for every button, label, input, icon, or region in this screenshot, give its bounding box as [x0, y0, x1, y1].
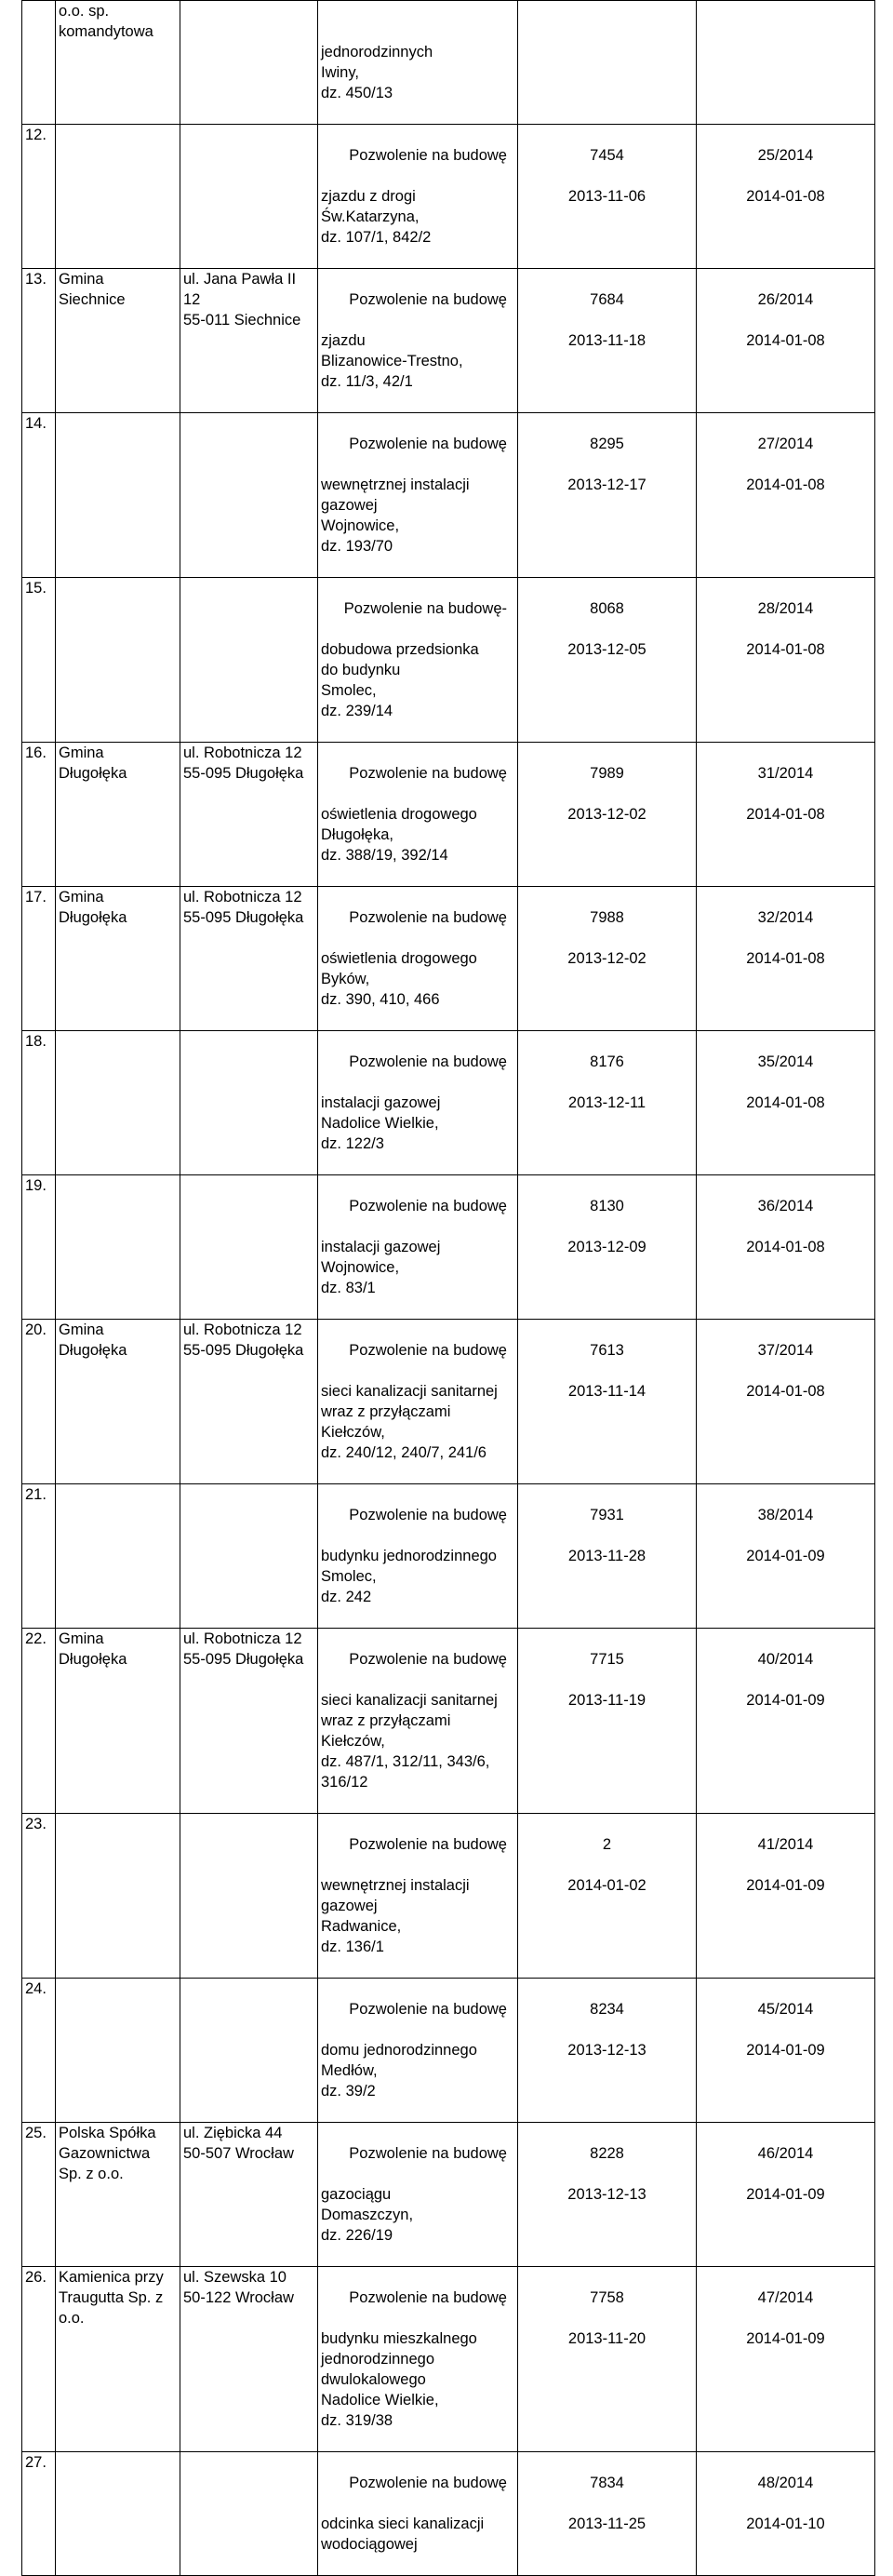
permit-type: Pozwolenie na budowę: [349, 2289, 507, 2306]
decision-date: 2014-01-08: [746, 332, 825, 349]
decision-info: [697, 2267, 875, 2452]
investor-address: [180, 1175, 318, 1320]
investor-name: Gmina Długołęka: [56, 1320, 180, 1484]
permit-type: Pozwolenie na budowę: [349, 147, 507, 164]
investor-name: Gmina Długołęka: [56, 887, 180, 1031]
application-info: [518, 1814, 697, 1979]
application-number: 7758: [590, 2289, 624, 2306]
application-date: 2013-11-18: [567, 332, 646, 349]
decision-info: [697, 125, 875, 269]
investor-address: ul. Ziębicka 44 50-507 Wrocław: [180, 2123, 318, 2267]
decision-number: 47/2014: [757, 2289, 814, 2306]
decision-date: 2014-01-08: [746, 188, 825, 205]
investor-name: Polska Spółka Gazownictwa Sp. z o.o.: [56, 2123, 180, 2267]
row-number: 17.: [22, 887, 56, 1031]
permit-details: oświetlenia drogowego Byków, dz. 390, 410, 466: [321, 950, 477, 1008]
investor-name: [56, 578, 180, 743]
permit-description: [318, 1629, 518, 1814]
decision-info: [697, 578, 875, 743]
permit-description: [318, 2267, 518, 2452]
row-number: 14.: [22, 413, 56, 578]
permit-description: [318, 1814, 518, 1979]
investor-address: ul. Jana Pawła II 12 55-011 Siechnice: [180, 269, 318, 413]
permit-details: instalacji gazowej Nadolice Wielkie, dz. 122/3: [321, 1094, 441, 1152]
application-date: 2013-12-09: [567, 1239, 646, 1255]
row-number: 13.: [22, 269, 56, 413]
permit-details: sieci kanalizacji sanitarnej wraz z przyłączami Kiełczów, dz. 487/1, 312/11, 343/6, 316/12: [321, 1692, 498, 1791]
row-number: 22.: [22, 1629, 56, 1814]
decision-date: 2014-01-08: [746, 641, 825, 658]
decision-info: [697, 887, 875, 1031]
permit-type: Pozwolenie na budowę: [349, 1198, 507, 1214]
permit-description: [318, 1031, 518, 1175]
application-info: [518, 269, 697, 413]
decision-info: [697, 2123, 875, 2267]
permit-details: sieci kanalizacji sanitarnej wraz z przyłączami Kiełczów, dz. 240/12, 240/7, 241/6: [321, 1383, 498, 1461]
row-number: 19.: [22, 1175, 56, 1320]
decision-info: [697, 1629, 875, 1814]
decision-number: 46/2014: [757, 2145, 814, 2162]
permit-description: [318, 1979, 518, 2123]
permit-details: wewnętrznej instalacji gazowej Radwanice, dz. 136/1: [321, 1877, 470, 1955]
permit-type: Pozwolenie na budowę: [349, 1836, 507, 1853]
investor-name: [56, 2452, 180, 2576]
permit-details: instalacji gazowej Wojnowice, dz. 83/1: [321, 1239, 441, 1296]
application-date: 2013-12-02: [567, 950, 646, 967]
application-number: 7989: [590, 765, 624, 782]
application-date: 2013-12-05: [567, 641, 646, 658]
permit-description: [318, 887, 518, 1031]
investor-name: [56, 1979, 180, 2123]
investor-address: [180, 2452, 318, 2576]
decision-date: 2014-01-09: [746, 2330, 825, 2347]
investor-address: [180, 1031, 318, 1175]
decision-number: 48/2014: [757, 2475, 814, 2491]
decision-number: 32/2014: [757, 909, 814, 926]
application-number: 7454: [590, 147, 624, 164]
application-number: 8228: [590, 2145, 624, 2162]
investor-address: [180, 413, 318, 578]
permit-description: [318, 2123, 518, 2267]
table-row: [22, 2452, 875, 2576]
decision-info: [697, 269, 875, 413]
decision-number: 27/2014: [757, 436, 814, 452]
row-number: 24.: [22, 1979, 56, 2123]
investor-name: [56, 413, 180, 578]
application-date: 2013-12-02: [567, 806, 646, 823]
permit-description: [318, 578, 518, 743]
decision-date: 2014-01-08: [746, 806, 825, 823]
application-info: [518, 743, 697, 887]
application-info: [518, 1031, 697, 1175]
decision-number: 31/2014: [757, 765, 814, 782]
decision-date: 2014-01-08: [746, 476, 825, 493]
permit-description: [318, 743, 518, 887]
application-info: [518, 1979, 697, 2123]
row-number: 16.: [22, 743, 56, 887]
decision-number: 41/2014: [757, 1836, 814, 1853]
decision-date: 2014-01-08: [746, 1094, 825, 1111]
permit-details: oświetlenia drogowego Długołęka, dz. 388/19, 392/14: [321, 806, 477, 864]
table-row: [22, 1484, 875, 1629]
application-date: 2013-11-06: [567, 188, 646, 205]
application-info: [518, 1484, 697, 1629]
application-number: 7988: [590, 909, 624, 926]
investor-name: Gmina Siechnice: [56, 269, 180, 413]
permit-type: Pozwolenie na budowę: [349, 909, 507, 926]
investor-address: ul. Robotnicza 12 55-095 Długołęka: [180, 1320, 318, 1484]
permit-details: budynku jednorodzinnego Smolec, dz. 242: [321, 1548, 497, 1605]
application-info: [518, 578, 697, 743]
decision-info: [697, 1484, 875, 1629]
application-info: [518, 1320, 697, 1484]
permit-details: dobudowa przedsionka do budynku Smolec, dz. 239/14: [321, 641, 479, 719]
permit-type: Pozwolenie na budowę: [349, 2001, 507, 2018]
row-number: 15.: [22, 578, 56, 743]
investor-name: Gmina Długołęka: [56, 743, 180, 887]
decision-info: [697, 2452, 875, 2576]
application-date: 2013-12-17: [567, 476, 646, 493]
application-info: [518, 887, 697, 1031]
table-row: [22, 1629, 875, 1814]
decision-number: 37/2014: [757, 1342, 814, 1359]
application-date: 2013-12-11: [567, 1094, 646, 1111]
decision-number: 35/2014: [757, 1053, 814, 1070]
permit-details: wewnętrznej instalacji gazowej Wojnowice, dz. 193/70: [321, 476, 470, 555]
permit-type: Pozwolenie na budowę: [349, 1053, 507, 1070]
application-number: 8295: [590, 436, 624, 452]
decision-date: 2014-01-09: [746, 1877, 825, 1894]
application-date: 2013-11-19: [567, 1692, 646, 1709]
application-number: 8176: [590, 1053, 624, 1070]
permit-description: [318, 1175, 518, 1320]
application-number: 7834: [590, 2475, 624, 2491]
permit-type: Pozwolenie na budowę-: [343, 600, 507, 617]
decision-number: 28/2014: [757, 600, 814, 617]
table-row: [22, 125, 875, 269]
decision-info: [697, 1175, 875, 1320]
investor-name: [56, 1484, 180, 1629]
application-number: 8068: [590, 600, 624, 617]
investor-name: Kamienica przy Traugutta Sp. z o.o.: [56, 2267, 180, 2452]
permit-type: Pozwolenie na budowę: [349, 1651, 507, 1668]
investor-address: [180, 125, 318, 269]
table-row: [22, 1031, 875, 1175]
decision-number: 45/2014: [757, 2001, 814, 2018]
investor-address: [180, 578, 318, 743]
row-number: 27.: [22, 2452, 56, 2576]
decision-date: 2014-01-08: [746, 1239, 825, 1255]
application-info: [518, 2123, 697, 2267]
application-number: 7684: [590, 291, 624, 308]
decision-info: [697, 413, 875, 578]
application-info: [518, 2452, 697, 2576]
decision-number: 25/2014: [757, 147, 814, 164]
application-info: [518, 1175, 697, 1320]
permit-type: Pozwolenie na budowę: [349, 436, 507, 452]
permit-description: [318, 1, 518, 125]
application-date: 2013-11-25: [567, 2516, 646, 2532]
decision-info: [697, 1, 875, 125]
permits-table-body: [22, 1, 875, 2576]
application-number: 8234: [590, 2001, 624, 2018]
investor-address: [180, 1979, 318, 2123]
table-row: [22, 1979, 875, 2123]
investor-name: [56, 1031, 180, 1175]
decision-info: [697, 1320, 875, 1484]
application-info: [518, 1629, 697, 1814]
application-info: [518, 1, 697, 125]
application-date: 2013-12-13: [567, 2186, 646, 2203]
application-number: 7613: [590, 1342, 624, 1359]
permit-description: [318, 413, 518, 578]
investor-name: [56, 1175, 180, 1320]
investor-address: ul. Robotnicza 12 55-095 Długołęka: [180, 743, 318, 887]
table-row: [22, 2123, 875, 2267]
permit-type: Pozwolenie na budowę: [349, 2145, 507, 2162]
permit-description: [318, 1320, 518, 1484]
investor-address: [180, 1484, 318, 1629]
application-date: 2013-11-14: [567, 1383, 646, 1400]
table-row: [22, 269, 875, 413]
decision-date: 2014-01-09: [746, 2186, 825, 2203]
permit-details: gazociągu Domaszczyn, dz. 226/19: [321, 2186, 414, 2244]
application-number: 7715: [590, 1651, 624, 1668]
permit-details: odcinka sieci kanalizacji wodociągowej: [321, 2516, 485, 2553]
permit-type: Pozwolenie na budowę: [349, 1342, 507, 1359]
row-number: 23.: [22, 1814, 56, 1979]
investor-address: [180, 1, 318, 125]
decision-number: 38/2014: [757, 1507, 814, 1523]
decision-number: 40/2014: [757, 1651, 814, 1668]
application-number: 8130: [590, 1198, 624, 1214]
table-row: [22, 1175, 875, 1320]
application-number: 7931: [590, 1507, 624, 1523]
row-number: 26.: [22, 2267, 56, 2452]
table-row: [22, 743, 875, 887]
row-number: 20.: [22, 1320, 56, 1484]
permit-type: Pozwolenie na budowę: [349, 1507, 507, 1523]
permit-description: [318, 269, 518, 413]
decision-info: [697, 1031, 875, 1175]
decision-date: 2014-01-08: [746, 950, 825, 967]
decision-info: [697, 1979, 875, 2123]
permit-details: zjazdu z drogi Św.Katarzyna, dz. 107/1, 842/2: [321, 188, 432, 246]
table-row: [22, 1, 875, 125]
application-date: 2013-11-20: [567, 2330, 646, 2347]
application-date: 2013-12-13: [567, 2042, 646, 2059]
row-number: 18.: [22, 1031, 56, 1175]
permit-description: [318, 1484, 518, 1629]
investor-address: ul. Szewska 10 50-122 Wrocław: [180, 2267, 318, 2452]
investor-address: [180, 1814, 318, 1979]
permit-type: Pozwolenie na budowę: [349, 291, 507, 308]
decision-date: 2014-01-09: [746, 2042, 825, 2059]
decision-date: 2014-01-10: [746, 2516, 825, 2532]
decision-number: 26/2014: [757, 291, 814, 308]
decision-number: 36/2014: [757, 1198, 814, 1214]
table-row: [22, 1320, 875, 1484]
row-number: 21.: [22, 1484, 56, 1629]
row-number: [22, 1, 56, 125]
permit-details: jednorodzinnych Iwiny, dz. 450/13: [321, 44, 433, 101]
permits-table: [21, 0, 875, 2576]
table-row: [22, 1814, 875, 1979]
table-row: [22, 887, 875, 1031]
investor-address: ul. Robotnicza 12 55-095 Długołęka: [180, 887, 318, 1031]
investor-name: [56, 125, 180, 269]
decision-info: [697, 1814, 875, 1979]
row-number: 12.: [22, 125, 56, 269]
table-row: [22, 2267, 875, 2452]
table-row: [22, 413, 875, 578]
decision-info: [697, 743, 875, 887]
decision-date: 2014-01-08: [746, 1383, 825, 1400]
permit-type: Pozwolenie na budowę: [349, 2475, 507, 2491]
application-info: [518, 125, 697, 269]
application-info: [518, 413, 697, 578]
table-row: [22, 578, 875, 743]
application-number: 2: [602, 1836, 612, 1853]
investor-address: ul. Robotnicza 12 55-095 Długołęka: [180, 1629, 318, 1814]
permit-type: Pozwolenie na budowę: [349, 765, 507, 782]
investor-name: [56, 1814, 180, 1979]
investor-name: Gmina Długołęka: [56, 1629, 180, 1814]
permit-description: [318, 2452, 518, 2576]
application-info: [518, 2267, 697, 2452]
permit-details: zjazdu Blizanowice-Trestno, dz. 11/3, 42/1: [321, 332, 463, 390]
permit-description: [318, 125, 518, 269]
permit-details: domu jednorodzinnego Medłów, dz. 39/2: [321, 2042, 477, 2100]
application-date: 2014-01-02: [567, 1877, 646, 1894]
application-date: 2013-11-28: [567, 1548, 646, 1564]
investor-name: o.o. sp. komandytowa: [56, 1, 180, 125]
row-number: 25.: [22, 2123, 56, 2267]
decision-date: 2014-01-09: [746, 1692, 825, 1709]
decision-date: 2014-01-09: [746, 1548, 825, 1564]
permit-details: budynku mieszkalnego jednorodzinnego dwulokalowego Nadolice Wielkie, dz. 319/38: [321, 2330, 477, 2429]
